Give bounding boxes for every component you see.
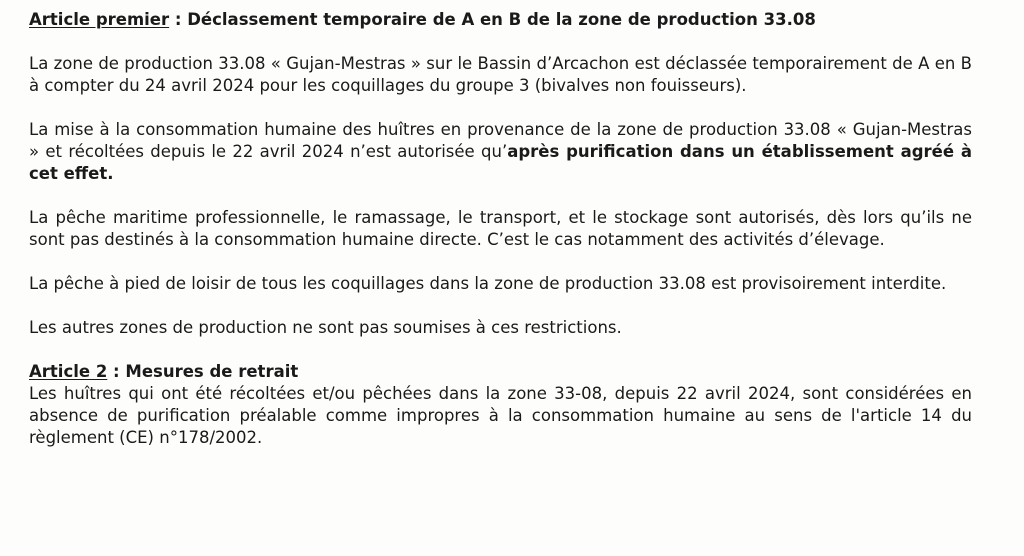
article-1-paragraph-3: La pêche maritime professionnelle, le ramassage, le transport, et le stockage sont autorisés, dès lors qu’ils ne sont pas destinés à la consommation humaine directe. C’est le cas notamment des activités d’élevage.: [29, 208, 972, 249]
article-1-paragraph-1: La zone de production 33.08 « Gujan-Mestras » sur le Bassin d’Arcachon est déclassée temporairement de A en B à compter du 24 avril 2024 pour les coquillages du groupe 3 (bivalves non fouisseurs).: [29, 54, 972, 95]
article-2-separator: :: [107, 362, 126, 381]
article-2-paragraph: Les huîtres qui ont été récoltées et/ou pêchées dans la zone 33-08, depuis 22 avril 2024, sont considérées en absence de purification préalable comme impropres à la consommation humaine au sens de l'article 14 du règlement (CE) n°178/2002.: [29, 384, 972, 447]
article-1-label: Article premier: [29, 10, 170, 29]
article-1-paragraph-2-text: La mise à la consommation humaine des huîtres en provenance de la zone de production 33.08 « Gujan-Mestras » et récoltées depuis le 22 avril 2024 n’est autorisée qu’: [29, 120, 972, 161]
article-1-paragraph-4: La pêche à pied de loisir de tous les coquillages dans la zone de production 33.08 est provisoirement interdite.: [29, 274, 947, 293]
article-1-title: Déclassement temporaire de A en B de la zone de production 33.08: [187, 10, 816, 29]
article-1-heading: [29, 9, 972, 31]
article-2-label: Article 2: [29, 362, 108, 381]
article-2-heading: [29, 361, 972, 383]
article-1-paragraph-2: [29, 119, 972, 185]
article-2-title: Mesures de retrait: [125, 362, 299, 381]
article-1-paragraph-5: Les autres zones de production ne sont pas soumises à ces restrictions.: [29, 318, 622, 337]
article-1-paragraph-2-emphasis: après purification dans un établissement agréé à cet effet.: [29, 142, 972, 183]
article-1-separator: :: [169, 10, 188, 29]
